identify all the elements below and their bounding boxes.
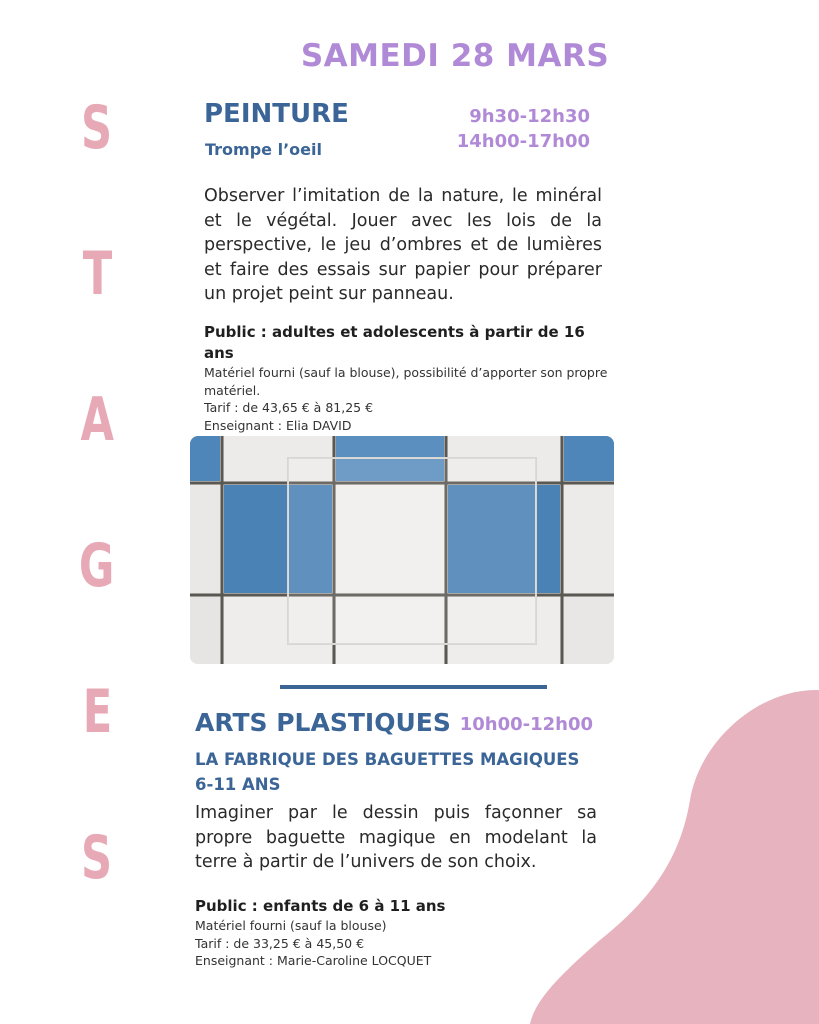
arts-description: Imaginer par le dessin puis façonner sa propre baguette magique en modelant la terre à partir de l’univers de son choix.: [195, 803, 597, 872]
peinture-tarif: Tarif : de 43,65 € à 81,25 €: [204, 400, 374, 415]
peinture-subtitle: Trompe l’oeil: [205, 140, 322, 159]
arts-enseignant: Enseignant : Marie-Caroline LOCQUET: [195, 953, 432, 968]
vertical-letter: A: [80, 385, 114, 455]
arts-subtitle-line1: LA FABRIQUE DES BAGUETTES MAGIQUES: [195, 750, 580, 769]
peinture-times: [440, 104, 590, 154]
arts-info: [195, 896, 615, 970]
section-divider: [280, 685, 547, 689]
arts-time: 10h00-12h00: [459, 714, 593, 735]
arts-materiel: Matériel fourni (sauf la blouse): [195, 918, 387, 933]
arts-tarif: Tarif : de 33,25 € à 45,50 €: [195, 935, 365, 951]
peinture-info: [204, 322, 614, 434]
peinture-enseignant: Enseignant : Elia DAVID: [204, 417, 352, 433]
arts-public: Public : enfants de 6 à 11 ans: [195, 897, 446, 915]
arts-title: ARTS PLASTIQUES: [195, 708, 451, 737]
arts-subtitle: [195, 747, 579, 797]
vertical-letter: S: [81, 823, 113, 893]
peinture-description: Observer l’imitation de la nature, le minéral et le végétal. Jouer avec les lois de la perspective, le jeu d’ombres et de lumières et faire des essais sur papier pour préparer un projet peint sur panneau.: [204, 186, 602, 304]
arts-subtitle-line2: 6-11 ANS: [195, 775, 281, 794]
peinture-title: PEINTURE: [204, 99, 349, 129]
peinture-time-morning: 9h30-12h30: [469, 106, 590, 127]
peinture-materiel: Matériel fourni (sauf la blouse), possibilité d’apporter son propre matériel.: [204, 365, 608, 398]
tile-photo: [190, 436, 614, 664]
vertical-letter: T: [82, 239, 112, 309]
vertical-title-stages: [62, 78, 132, 954]
event-date: SAMEDI 28 MARS: [300, 38, 610, 74]
peinture-time-afternoon: 14h00-17h00: [456, 131, 590, 152]
vertical-letter: E: [82, 677, 112, 747]
peinture-public: Public : adultes et adolescents à partir de 16 ans: [204, 323, 585, 362]
vertical-letter: S: [81, 93, 113, 163]
vertical-letter: G: [79, 531, 115, 601]
